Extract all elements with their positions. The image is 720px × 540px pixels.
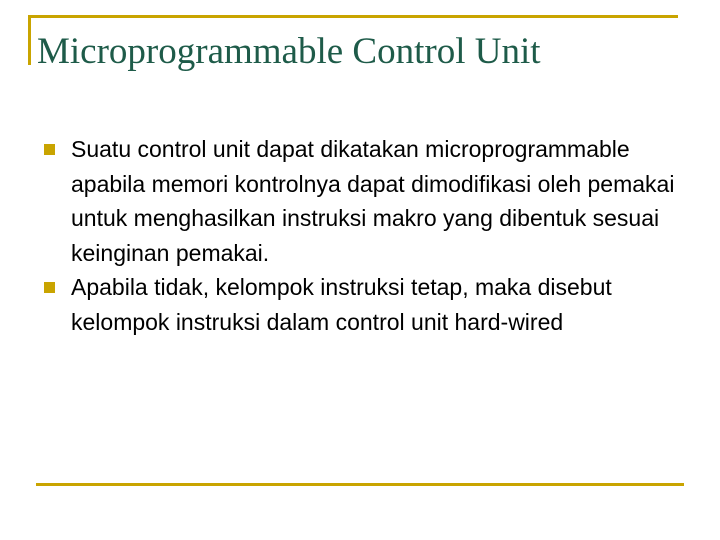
bottom-border-line: [36, 483, 684, 486]
bullet-item: [44, 270, 684, 339]
bullet-item: [44, 132, 684, 270]
top-border-line: [28, 15, 678, 18]
left-border-line: [28, 15, 31, 65]
bullet-text: Suatu control unit dapat dikatakan microprogrammable apabila memori kontrolnya dapat dimodifikasi oleh pemakai untuk menghasilkan instruksi makro yang dibentuk sesuai keinginan pemakai.: [71, 136, 675, 266]
slide-title: Microprogrammable Control Unit: [37, 31, 541, 72]
square-bullet-icon: [44, 144, 55, 155]
bullet-list: [44, 132, 684, 340]
square-bullet-icon: [44, 282, 55, 293]
bullet-text: Apabila tidak, kelompok instruksi tetap, maka disebut kelompok instruksi dalam control unit hard-wired: [71, 274, 612, 335]
